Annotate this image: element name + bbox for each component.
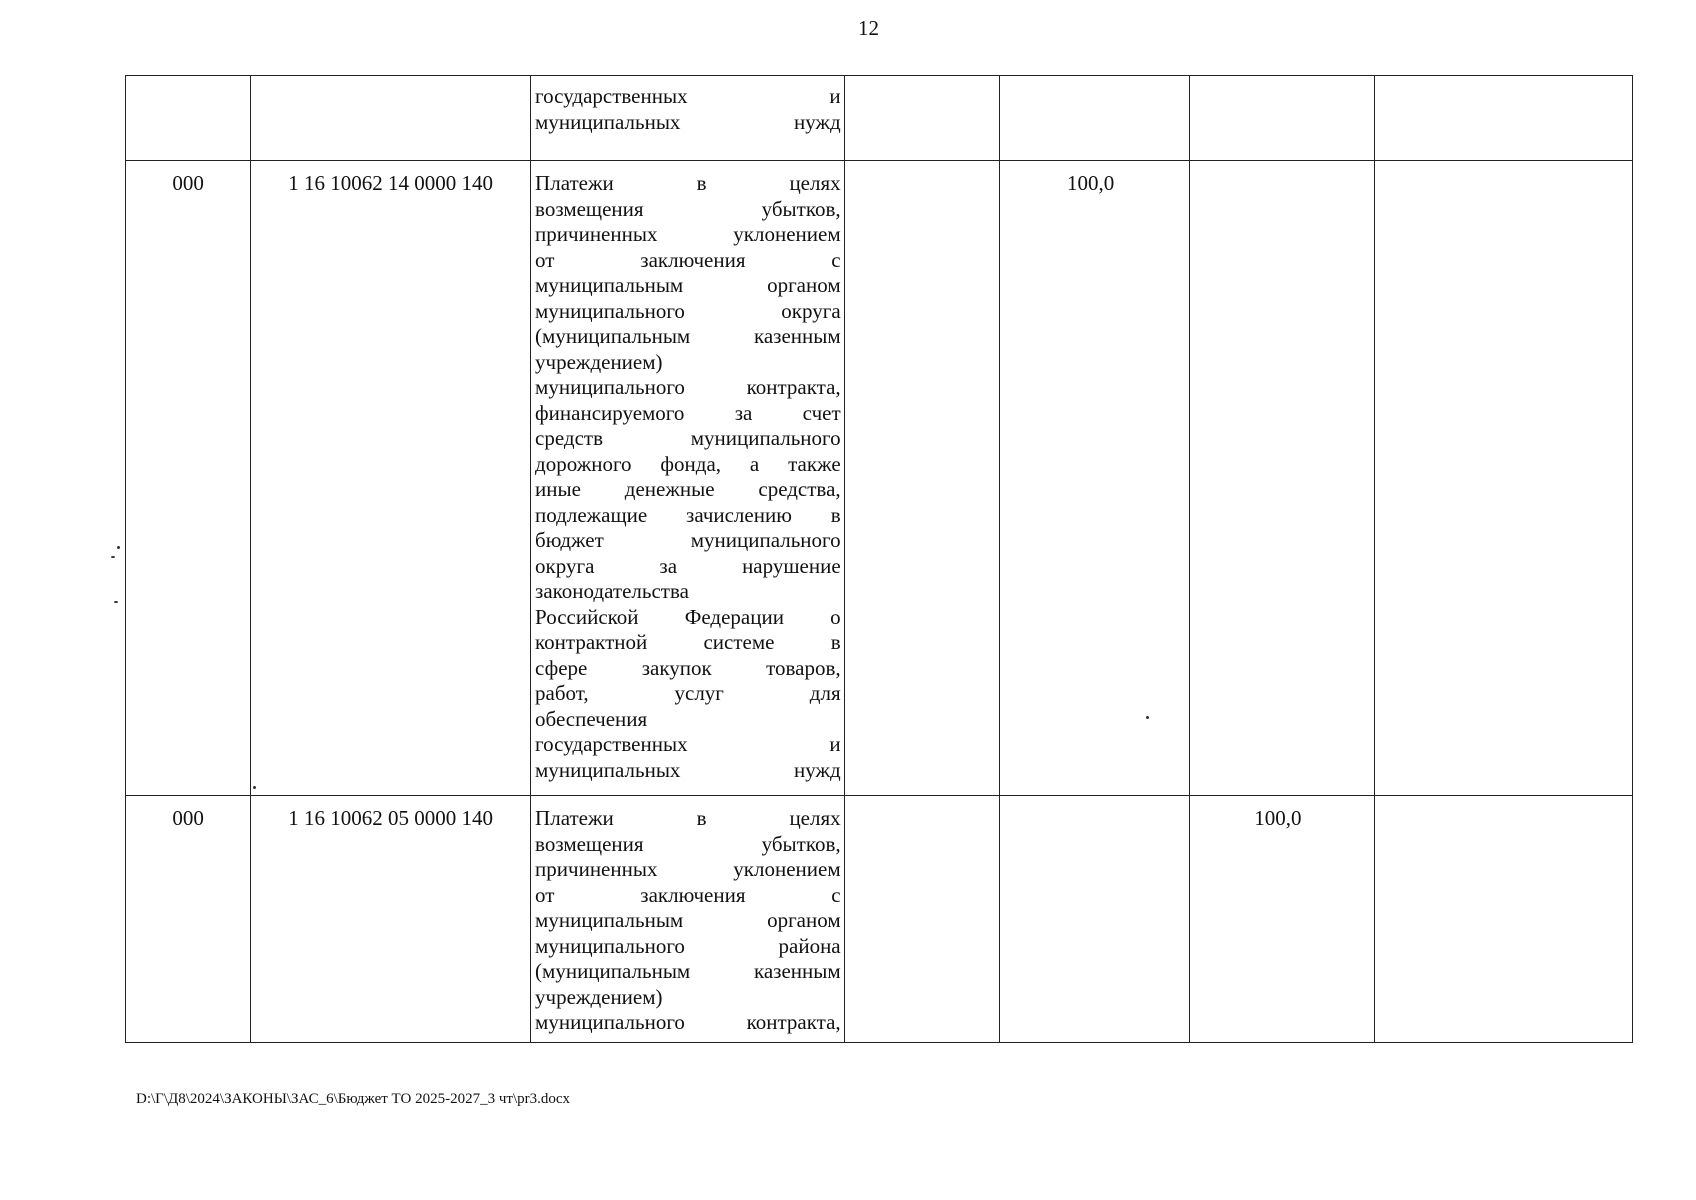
revenue-name-line: работ, услуг для [535,681,841,705]
revenue-name-line: муниципальным органом [535,273,841,297]
revenue-name-line: причиненных уклонением [535,857,841,881]
amount-cell-2 [1000,796,1189,1043]
scan-speck [114,601,118,603]
revenue-name-line: иные денежные средства, [535,477,841,501]
revenue-name-line: (муниципальным казенным [535,324,841,348]
revenue-name-line: обеспечения [535,706,648,731]
revenue-name-line: муниципальных нужд [535,109,841,134]
revenue-name-line: Платежи в целях [535,171,841,195]
revenue-name-cell [531,76,845,161]
revenue-name-line: государственных и [535,84,841,108]
revenue-name-line: муниципального района [535,933,841,958]
amount-cell-3 [1189,76,1374,161]
scan-speck [1146,716,1149,719]
revenue-name-line: контрактной системе в [535,630,841,654]
amount-cell-1 [844,796,1000,1043]
revenue-name-line: возмещения убытков, [535,831,841,856]
revenue-name-line: финансируемого за счет [535,400,841,425]
revenue-name-line: муниципальных нужд [535,757,841,782]
scan-speck [117,546,120,549]
revenue-name-line: муниципального контракта, [535,375,841,399]
amount-cell-4 [1374,76,1632,161]
revenue-name-line: округа за нарушение [535,553,841,578]
revenue-code-cell: 1 16 10062 14 0000 140 [251,161,531,796]
scan-speck [253,786,256,789]
table-row [126,76,1633,161]
revenue-name-line: от заключения с [535,882,841,907]
admin-code-cell: 000 [126,161,251,796]
amount-cell-3 [1189,161,1374,796]
budget-table [125,75,1633,1043]
amount-cell-2: 100,0 [1000,161,1189,796]
file-path-footer: D:\Г\Д8\2024\ЗАКОНЫ\ЗАС_6\Бюджет ТО 2025-2027_3 чт\pr3.docx [136,1091,571,1107]
revenue-name-line: средств муниципального [535,426,841,450]
admin-code-cell [126,76,251,161]
revenue-name-line: подлежащие зачислению в [535,502,841,527]
revenue-name-line: Платежи в целях [535,806,841,830]
revenue-name-line: сфере закупок товаров, [535,655,841,680]
amount-cell-2 [1000,76,1189,161]
admin-code-cell: 000 [126,796,251,1043]
revenue-name-line: (муниципальным казенным [535,959,841,983]
amount-cell-4 [1374,796,1632,1043]
revenue-name-line: возмещения убытков, [535,196,841,221]
amount-cell-1 [844,76,1000,161]
page-number: 12 [858,16,879,40]
revenue-code-cell [251,76,531,161]
revenue-name-line: дорожного фонда, а также [535,451,841,476]
revenue-name-line: муниципального округа [535,298,841,323]
revenue-name-cell [531,796,845,1043]
revenue-name-line: законодательства [535,579,689,603]
revenue-name-line: учреждением) [535,349,663,374]
revenue-name-line: муниципальным органом [535,908,841,932]
amount-cell-3: 100,0 [1189,796,1374,1043]
revenue-name-line: государственных и [535,732,841,756]
table-row [126,161,1633,796]
amount-cell-1 [844,161,1000,796]
amount-cell-4 [1374,161,1632,796]
revenue-code-cell: 1 16 10062 05 0000 140 [251,796,531,1043]
table-row [126,796,1633,1043]
revenue-name-line: Российской Федерации о [535,604,841,629]
revenue-name-line: причиненных уклонением [535,222,841,246]
revenue-name-line: бюджет муниципального [535,528,841,552]
revenue-name-line: от заключения с [535,247,841,272]
scan-speck [111,556,115,558]
revenue-name-line: муниципального контракта, [535,1010,841,1034]
revenue-name-cell [531,161,845,796]
revenue-name-line: учреждением) [535,984,663,1009]
